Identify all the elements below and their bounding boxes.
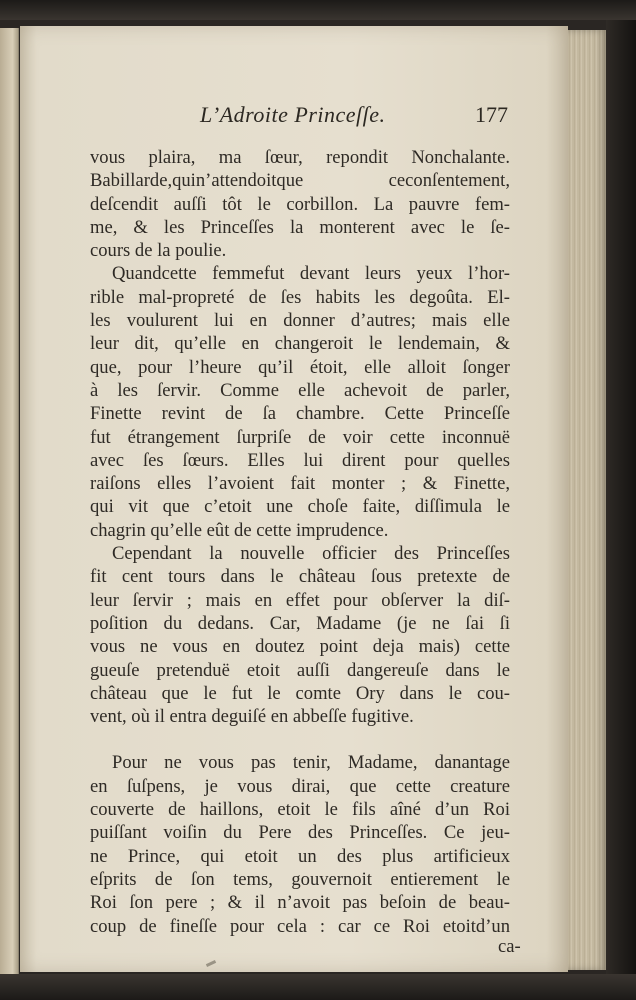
text-line: eſprits de ſon tems, gouvernoit entierement le bbox=[90, 868, 510, 890]
facing-page-edge bbox=[0, 28, 19, 978]
text-line: chagrin qu’elle eût de cette imprudence. bbox=[90, 519, 389, 541]
text-line: Pour ne vous pas tenir, Madame, danantage bbox=[112, 752, 510, 774]
text-line: fut étrangement ſurpriſe de voir cette inconnuë bbox=[90, 426, 510, 448]
book-cover-top bbox=[0, 0, 636, 20]
text-line: couverte de haillons, etoit le fils aîné d’un Roi bbox=[90, 799, 510, 821]
page-header bbox=[20, 100, 568, 140]
text-line: Quandcette femmefut devant leurs yeux l’hor- bbox=[112, 263, 510, 285]
text-line: rible mal-propreté de ſes habits les degoûta. El- bbox=[90, 286, 510, 308]
book-cover-right bbox=[606, 20, 636, 980]
body-text bbox=[90, 146, 510, 938]
text-line: les voulurent lui en donner d’autres; mais elle bbox=[90, 310, 510, 332]
text-line: vous ne vous en doutez point deja mais) cette bbox=[90, 636, 510, 658]
text-line: en ſuſpens, je vous dirai, que cette creature bbox=[90, 775, 510, 797]
book-page bbox=[20, 26, 568, 972]
text-line: ne Prince, qui etoit un des plus artificieux bbox=[90, 845, 510, 867]
text-line: raiſons elles l’avoient fait monter ; & Finette, bbox=[90, 473, 510, 495]
text-line: Babillarde,quin’attendoitque ceconſentement, bbox=[90, 170, 510, 192]
book-cover-bottom bbox=[0, 974, 636, 1000]
text-line: Finette revint de ſa chambre. Cette Princeſſe bbox=[90, 403, 510, 425]
text-line: leur dit, qu’elle en changeroit le lendemain, & bbox=[90, 333, 510, 355]
text-line: Cependant la nouvelle officier des Princeſſes bbox=[112, 543, 510, 565]
text-line: qui vit que c’etoit une choſe faite, diſſimula le bbox=[90, 496, 510, 518]
text-line: puiſſant voiſin du Pere des Princeſſes. Ce jeu- bbox=[90, 822, 510, 844]
page-stack-edges bbox=[568, 30, 608, 970]
text-line: me, & les Princeſſes la monterent avec le ſe- bbox=[90, 216, 510, 238]
text-line: vous plaira, ma ſœur, repondit Nonchalante. bbox=[90, 147, 510, 168]
text-line: Roi ſon pere ; & il n’avoit pas beſoin de beau- bbox=[90, 892, 510, 914]
text-line: avec ſes ſœurs. Elles lui dirent pour quelles bbox=[90, 449, 510, 471]
text-line: cours de la poulie. bbox=[90, 240, 227, 262]
text-line: leur ſervir ; mais en effet pour obſerver la diſ- bbox=[90, 589, 510, 611]
text-line: château que le fut le comte Ory dans le cou- bbox=[90, 682, 510, 704]
running-head: L’Adroite Princeſſe. bbox=[200, 102, 386, 127]
text-line: deſcendit auſſi tôt le corbillon. La pauvre fem- bbox=[90, 193, 510, 215]
text-line: gueuſe pretenduë etoit auſſi dangereuſe dans le bbox=[90, 659, 510, 681]
text-line: à les ſervir. Comme elle achevoit de parler, bbox=[90, 379, 510, 401]
text-line: fit cent tours dans le château ſous pretexte de bbox=[90, 566, 510, 588]
ink-smudge bbox=[206, 960, 216, 967]
page-number: 177 bbox=[475, 102, 508, 127]
text-line: coup de fineſſe pour cela : car ce Roi etoitd’un bbox=[90, 915, 510, 937]
catchword: ca- bbox=[498, 936, 521, 957]
paragraph-gap bbox=[90, 728, 510, 751]
text-line: poſition du dedans. Car, Madame (je ne ſai ſi bbox=[90, 612, 510, 634]
text-line: que, pour l’heure qu’il étoit, elle alloit ſonger bbox=[90, 356, 510, 378]
text-line: vent, où il entra deguiſé en abbeſſe fugitive. bbox=[90, 706, 414, 728]
